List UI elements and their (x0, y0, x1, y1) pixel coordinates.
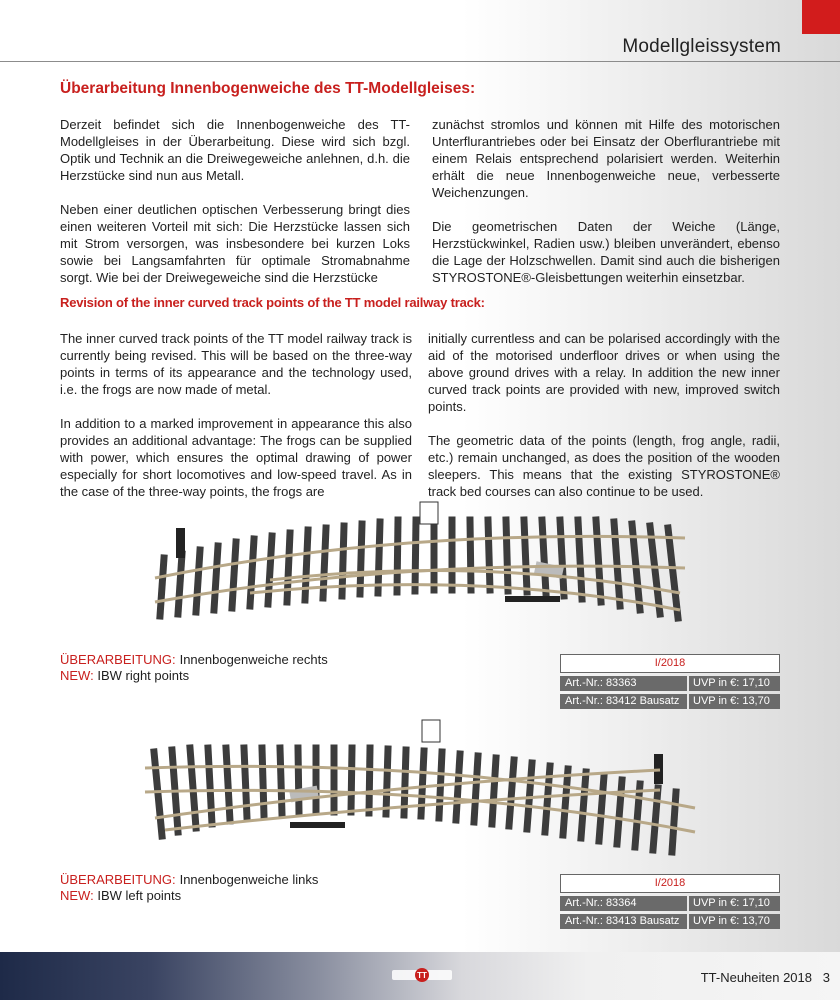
price-box-right (560, 654, 780, 709)
product-name-de: Innenbogenweiche rechts (179, 652, 328, 667)
price: UVP in €: 13,70 (689, 694, 780, 709)
page-header-title: Modellgleissystem (622, 36, 781, 57)
text-column-de-left (60, 116, 410, 286)
paragraph: zunächst stromlos und können mit Hilfe des motorischen Unterflurantriebes oder bei Einsatz der Oberflurantriebe mit einem Relais entsprechend polarisiert werden. Weiterhin erhält die neue Innenbogenweiche neue, verbesserte Weichenzungen. (432, 117, 780, 200)
price: UVP in €: 17,10 (689, 676, 780, 691)
new-label: NEW: (60, 668, 94, 683)
svg-text:TT: TT (417, 971, 427, 980)
product-name-en: IBW right points (97, 668, 190, 683)
release-date: I/2018 (560, 874, 780, 893)
price: UVP in €: 13,70 (689, 914, 780, 929)
section-title-de: Überarbeitung Innenbogenweiche des TT-Modellgleises: (60, 80, 476, 97)
tillig-logo-icon (392, 967, 452, 983)
track-image-left-points (140, 718, 700, 856)
product-name-de: Innenbogenweiche links (179, 872, 319, 887)
paragraph: The inner curved track points of the TT model railway track is currently being revised. This will be based on the three-way points in terms of its appearance and the technology used, i.e. the frogs are now made of metal. (60, 331, 412, 397)
article-number: Art.-Nr.: 83413 Bausatz (560, 914, 687, 929)
page-number: 3 (822, 970, 830, 985)
text-column-en-left (60, 330, 412, 500)
price: UVP in €: 17,10 (689, 896, 780, 911)
product-caption-left (60, 872, 318, 904)
article-number: Art.-Nr.: 83412 Bausatz (560, 694, 687, 709)
price-row (560, 914, 780, 929)
section-title-en: Revision of the inner curved track points of the TT model railway track: (60, 295, 485, 310)
paragraph: The geometric data of the points (length, frog angle, radii, etc.) remain unchanged, as does the position of the wooden sleepers. This means that the existing STYROSTONE® track bed courses can also continue to be used. (428, 433, 780, 499)
product-caption-right (60, 652, 328, 684)
footer-title: TT-Neuheiten 2018 (700, 970, 812, 985)
paragraph: Die geometrischen Daten der Weiche (Länge, Herzstückwinkel, Radien usw.) bleiben unverändert, ebenso die Lage der Holzschwellen. Damit sind auch die bisherigen STYROSTONE®-Gleisbettungen weiterhin einsetzbar. (432, 219, 780, 285)
article-number: Art.-Nr.: 83363 (560, 676, 687, 691)
product-name-en: IBW left points (97, 888, 182, 903)
paragraph: Derzeit befindet sich die Innenbogenweiche des TT-Modellgleises in der Überarbeitung. Diese wird sich bzgl. Optik und Technik an die Dreiwegeweiche anlehnen, d.h. die Herzstücke sind nun aus Metall. (60, 117, 410, 183)
revision-label: ÜBERARBEITUNG: (60, 872, 176, 887)
paragraph: initially currentless and can be polarised accordingly with the aid of the motorised underfloor drives or when using the above ground drives with a relay. In addition the new inner curved track points are provided with new, improved switch points. (428, 331, 780, 414)
track-image-right-points (150, 498, 690, 630)
price-row (560, 676, 780, 691)
release-date: I/2018 (560, 654, 780, 673)
paragraph: Neben einer deutlichen optischen Verbesserung bringt dies einen weiteren Vorteil mit sich: Die Herzstücke lassen sich mit Strom versorgen, was insbesondere bei kurzen Loks sowie bei Langsamfahrten für optimale Stromabnahme sorgt. Wie bei der Dreiwegeweiche sind die Herzstücke (60, 202, 410, 285)
paragraph: In addition to a marked improvement in appearance this also provides an additional advantage: The frogs can be supplied with power, which ensures the optimal drawing of power especially for short locomotives and low-speed travel. As in the case of the three-way points, the frogs are (60, 416, 412, 499)
red-corner-mark (802, 0, 840, 34)
header-divider (0, 61, 840, 62)
price-box-left (560, 874, 780, 929)
new-label: NEW: (60, 888, 94, 903)
text-column-en-right (428, 330, 780, 500)
price-row (560, 694, 780, 709)
revision-label: ÜBERARBEITUNG: (60, 652, 176, 667)
price-row (560, 896, 780, 911)
text-column-de-right (432, 116, 780, 286)
article-number: Art.-Nr.: 83364 (560, 896, 687, 911)
